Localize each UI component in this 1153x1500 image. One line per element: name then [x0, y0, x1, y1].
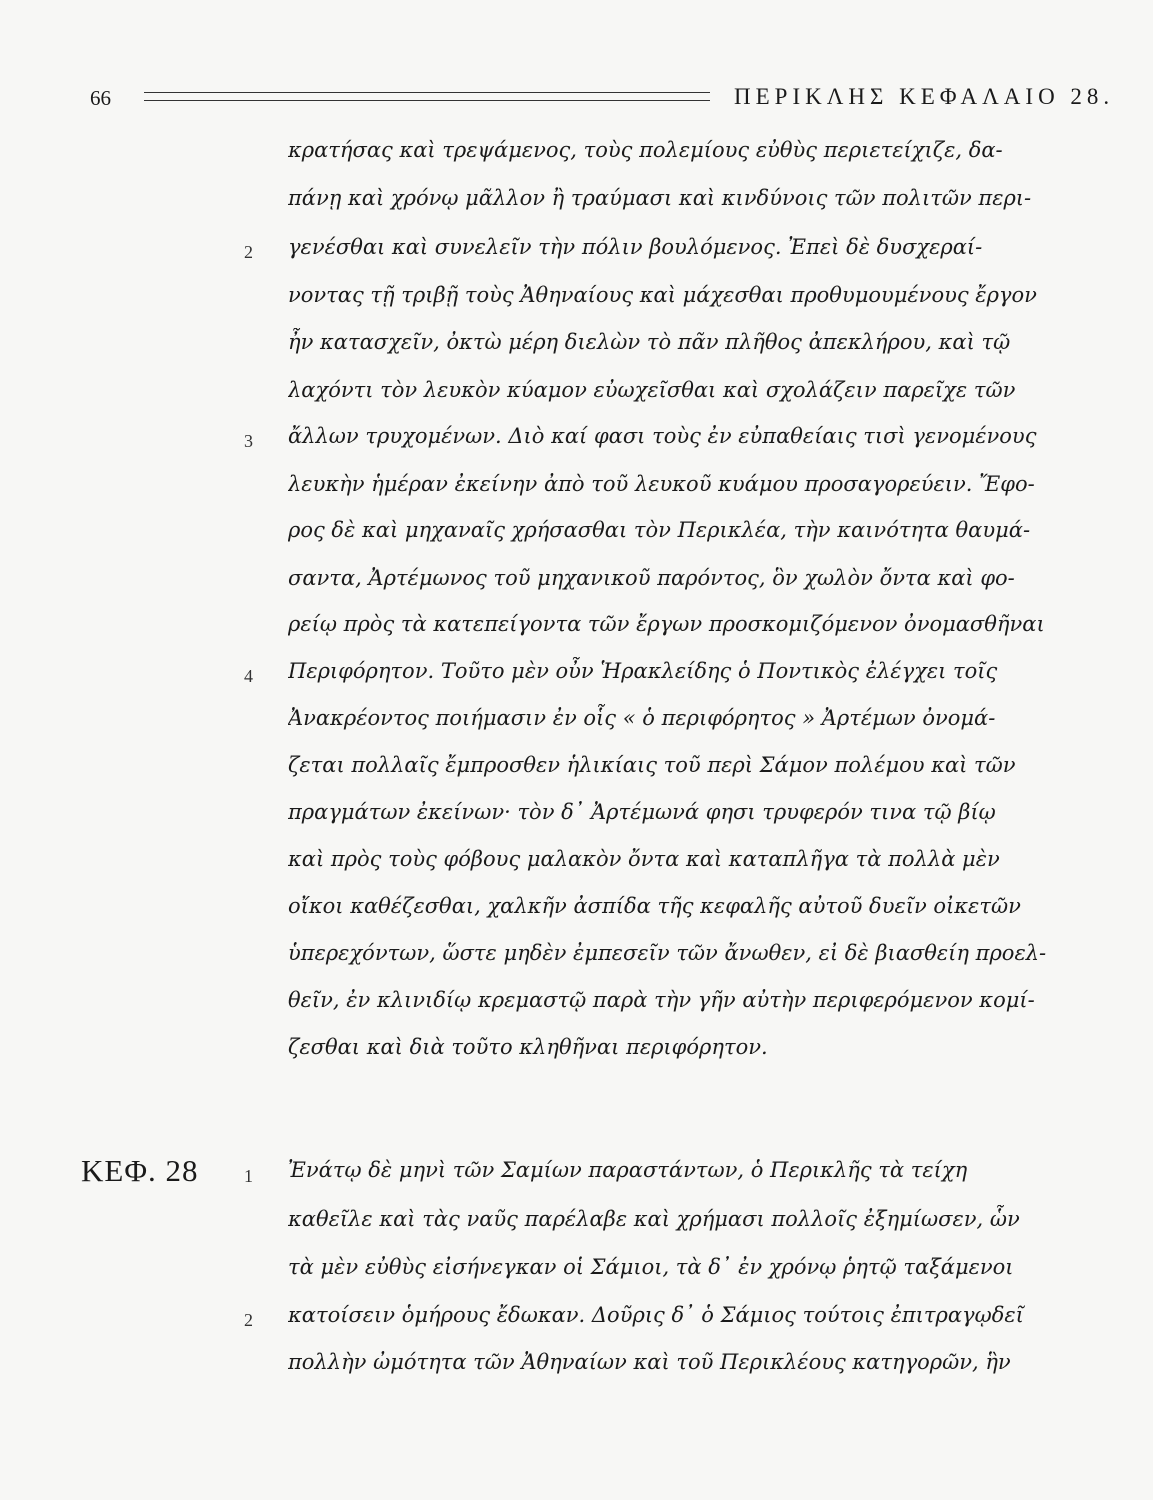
text-line: Περιφόρητον. Τοῦτο μὲν οὖν Ἡρακλείδης ὁ Ποντικὸς ἐλέγχει τοῖς — [288, 659, 998, 683]
text-line: καὶ πρὸς τοὺς φόβους μαλακὸν ὄντα καὶ καταπλῆγα τὰ πολλὰ μὲν — [288, 847, 1000, 871]
text-line: νοντας τῇ τριβῇ τοὺς Ἀθηναίους καὶ μάχεσθαι προθυμουμένους ἔργον — [288, 283, 1037, 307]
page-header — [86, 84, 1115, 114]
section-number: 1 — [244, 1166, 253, 1186]
text-line: ἄλλων τρυχομένων. Διὸ καί φασι τοὺς ἐν εὐπαθείαις τισὶ γενομένους — [288, 424, 1037, 448]
text-line: θεῖν, ἐν κλινιδίῳ κρεμαστῷ παρὰ τὴν γῆν αὐτὴν περιφερόμενον κομί- — [288, 988, 1035, 1012]
text-line: ρος δὲ καὶ μηχαναῖς χρήσασθαι τὸν Περικλέα, τὴν καινότητα θαυμά- — [288, 518, 1031, 542]
page-number: 66 — [90, 86, 111, 110]
text-line: σαντα, Ἀρτέμωνος τοῦ μηχανικοῦ παρόντος, ὃν χωλὸν ὄντα καὶ φο- — [288, 566, 1015, 590]
text-line: τὰ μὲν εὐθὺς εἰσήνεγκαν οἱ Σάμιοι, τὰ δ᾽ ἐν χρόνῳ ῥητῷ ταξάμενοι — [288, 1255, 1014, 1279]
text-line: Ἐνάτῳ δὲ μηνὶ τῶν Σαμίων παραστάντων, ὁ Περικλῆς τὰ τείχη — [288, 1158, 968, 1182]
text-line: πάνῃ καὶ χρόνῳ μᾶλλον ἢ τραύμασι καὶ κινδύνοις τῶν πολιτῶν περι- — [288, 186, 1032, 210]
text-line: λαχόντι τὸν λευκὸν κύαμον εὐωχεῖσθαι καὶ σχολάζειν παρεῖχε τῶν — [288, 378, 1016, 402]
section-number: 2 — [244, 1310, 253, 1330]
text-line: ἦν κατασχεῖν, ὀκτὼ μέρη διελὼν τὸ πᾶν πλῆθος ἀπεκλήρου, καὶ τῷ — [288, 330, 1011, 354]
text-line: ρείῳ πρὸς τὰ κατεπείγοντα τῶν ἔργων προσκομιζόμενον ὀνομασθῆναι — [288, 612, 1045, 636]
header-double-rule — [144, 92, 710, 101]
text-line: οἴκοι καθέζεσθαι, χαλκῆν ἀσπίδα τῆς κεφαλῆς αὐτοῦ δυεῖν οἰκετῶν — [288, 894, 1021, 918]
text-line: κρατήσας καὶ τρεψάμενος, τοὺς πολεμίους εὐθὺς περιετείχιζε, δα- — [288, 138, 1003, 162]
text-line: κατοίσειν ὁμήρους ἔδωκαν. Δοῦρις δ᾽ ὁ Σάμιος τούτοις ἐπιτραγῳδεῖ — [288, 1303, 1024, 1327]
text-line: πραγμάτων ἐκείνων· τὸν δ᾽ Ἀρτέμωνά φησι τρυφερόν τινα τῷ βίῳ — [288, 800, 996, 824]
text-line: λευκὴν ἡμέραν ἐκείνην ἀπὸ τοῦ λευκοῦ κυάμου προσαγορεύειν. Ἔφο- — [288, 472, 1035, 496]
text-line: καθεῖλε καὶ τὰς ναῦς παρέλαβε καὶ χρήμασι πολλοῖς ἐξημίωσεν, ὧν — [288, 1207, 1020, 1231]
chapter-label: ΚΕΦ. 28 — [81, 1153, 199, 1188]
section-number: 3 — [244, 431, 253, 451]
text-line: Ἀνακρέοντος ποιήμασιν ἐν οἷς « ὁ περιφόρητος » Ἀρτέμων ὀνομά- — [288, 706, 996, 730]
section-number: 2 — [244, 242, 253, 262]
section-number: 4 — [244, 666, 253, 686]
text-line: ζεται πολλαῖς ἔμπροσθεν ἡλικίαις τοῦ περὶ Σάμον πολέμου καὶ τῶν — [288, 753, 1016, 777]
text-line: ὑπερεχόντων, ὥστε μηδὲν ἐμπεσεῖν τῶν ἄνωθεν, εἰ δὲ βιασθείη προελ- — [288, 941, 1047, 965]
running-title: ΠΕΡΙΚΛΗΣ ΚΕΦΑΛΑΙΟ 28. — [734, 84, 1115, 109]
text-line: γενέσθαι καὶ συνελεῖν τὴν πόλιν βουλόμενος. Ἐπεὶ δὲ δυσχεραί- — [288, 235, 983, 259]
text-line: πολλὴν ὠμότητα τῶν Ἀθηναίων καὶ τοῦ Περικλέους κατηγορῶν, ἣν — [288, 1350, 1011, 1374]
text-line: ζεσθαι καὶ διὰ τοῦτο κληθῆναι περιφόρητον. — [288, 1035, 768, 1059]
